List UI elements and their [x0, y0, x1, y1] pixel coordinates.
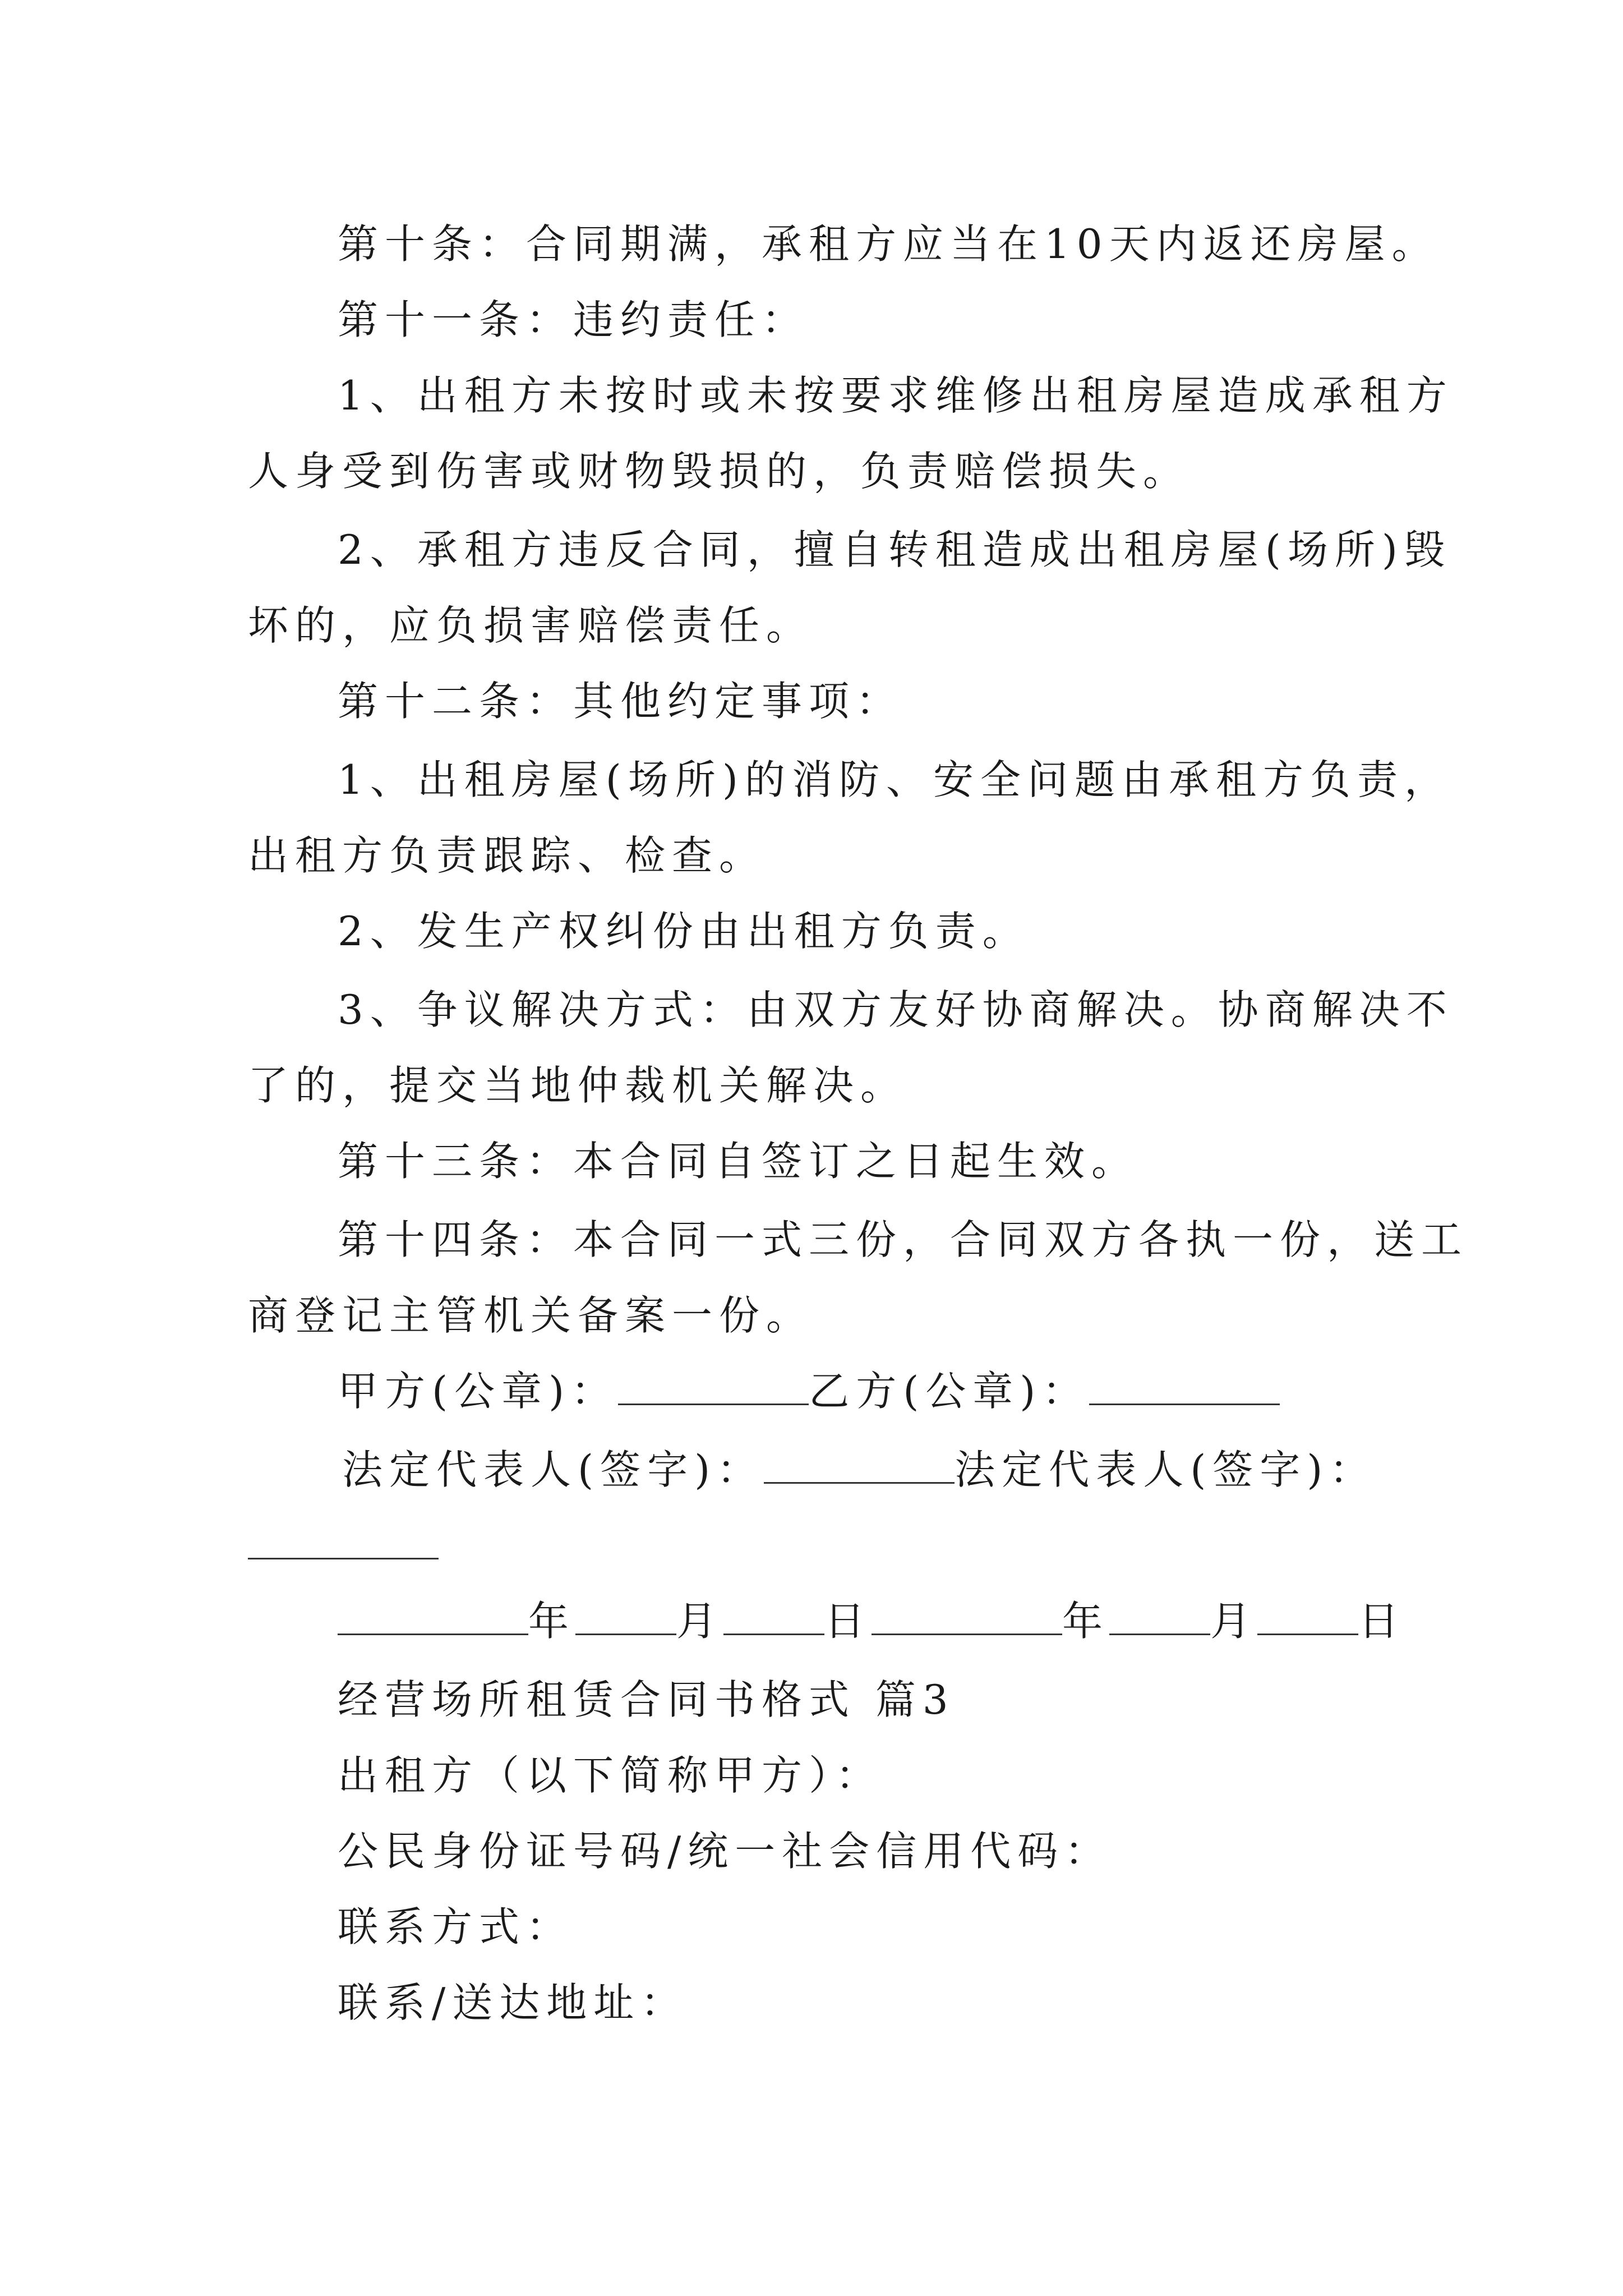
date-b-year: 年 [1062, 1598, 1110, 1645]
rep-a-blank [764, 1448, 955, 1484]
representative-line [342, 1442, 1376, 1498]
clause-13: 第十三条：本合同自签订之日起生效。 [338, 1138, 1139, 1185]
date-a-day-blank [723, 1600, 824, 1635]
rep-b-label: 法定代表人(签字)： [955, 1446, 1377, 1493]
clause-12-heading: 第十二条：其他约定事项： [338, 678, 903, 725]
party-b-seal-blank [1089, 1370, 1280, 1405]
clause-14: 第十四条：本合同一式三份，合同双方各执一份，送工 [338, 1216, 1469, 1263]
rep-b-blank-line [248, 1517, 439, 1573]
rep-a-label: 法定代表人(签字)： [342, 1446, 764, 1493]
date-b-day-blank [1257, 1600, 1358, 1635]
clause-12-item-3-cont: 了的，提交当地仲裁机关解决。 [248, 1062, 908, 1109]
party-b-seal-label: 乙方(公章)： [809, 1368, 1090, 1415]
clause-14-cont: 商登记主管机关备案一份。 [248, 1292, 814, 1339]
lessor-field: 出租方（以下简称甲方）： [338, 1752, 883, 1799]
date-a-month: 月 [676, 1598, 724, 1645]
date-b-year-blank [872, 1600, 1062, 1635]
party-a-seal-blank [618, 1370, 809, 1405]
clause-10: 第十条：合同期满，承租方应当在10天内返还房屋。 [338, 220, 1439, 268]
party-a-seal-label: 甲方(公章)： [338, 1368, 619, 1415]
date-b-month: 月 [1210, 1598, 1258, 1645]
date-a-year-blank [338, 1600, 528, 1635]
clause-12-item-1-cont: 出租方负责跟踪、检查。 [248, 832, 767, 879]
clause-11-heading: 第十一条：违约责任： [338, 296, 809, 343]
clause-11-item-1: 1、出租方未按时或未按要求维修出租房屋造成承租方 [338, 372, 1454, 419]
date-a-year: 年 [528, 1598, 576, 1645]
rep-b-blank [248, 1524, 439, 1559]
id-number-field: 公民身份证号码/统一社会信用代码： [338, 1828, 1112, 1875]
section-3-title: 经营场所租赁合同书格式 篇3 [338, 1676, 955, 1723]
clause-12-item-1: 1、出租房屋(场所)的消防、安全问题由承租方负责， [338, 756, 1451, 803]
clause-11-item-1-cont: 人身受到伤害或财物毁损的，负责赔偿损失。 [248, 448, 1191, 495]
clause-11-item-2: 2、承租方违反合同，擅自转租造成出租房屋(场所)毁 [338, 526, 1451, 573]
address-field: 联系/送达地址： [338, 1979, 688, 2026]
date-line [338, 1593, 1405, 1649]
contact-field: 联系方式： [338, 1903, 574, 1950]
seal-line [338, 1363, 1280, 1419]
clause-11-item-2-cont: 坏的，应负损害赔偿责任。 [248, 602, 814, 649]
date-a-month-blank [575, 1600, 676, 1635]
clause-12-item-2: 2、发生产权纠份由出租方负责。 [338, 908, 1030, 955]
clause-12-item-3: 3、争议解决方式：由双方友好协商解决。协商解决不 [338, 986, 1454, 1033]
date-a-day: 日 [824, 1598, 872, 1645]
date-b-month-blank [1109, 1600, 1210, 1635]
date-b-day: 日 [1358, 1598, 1406, 1645]
